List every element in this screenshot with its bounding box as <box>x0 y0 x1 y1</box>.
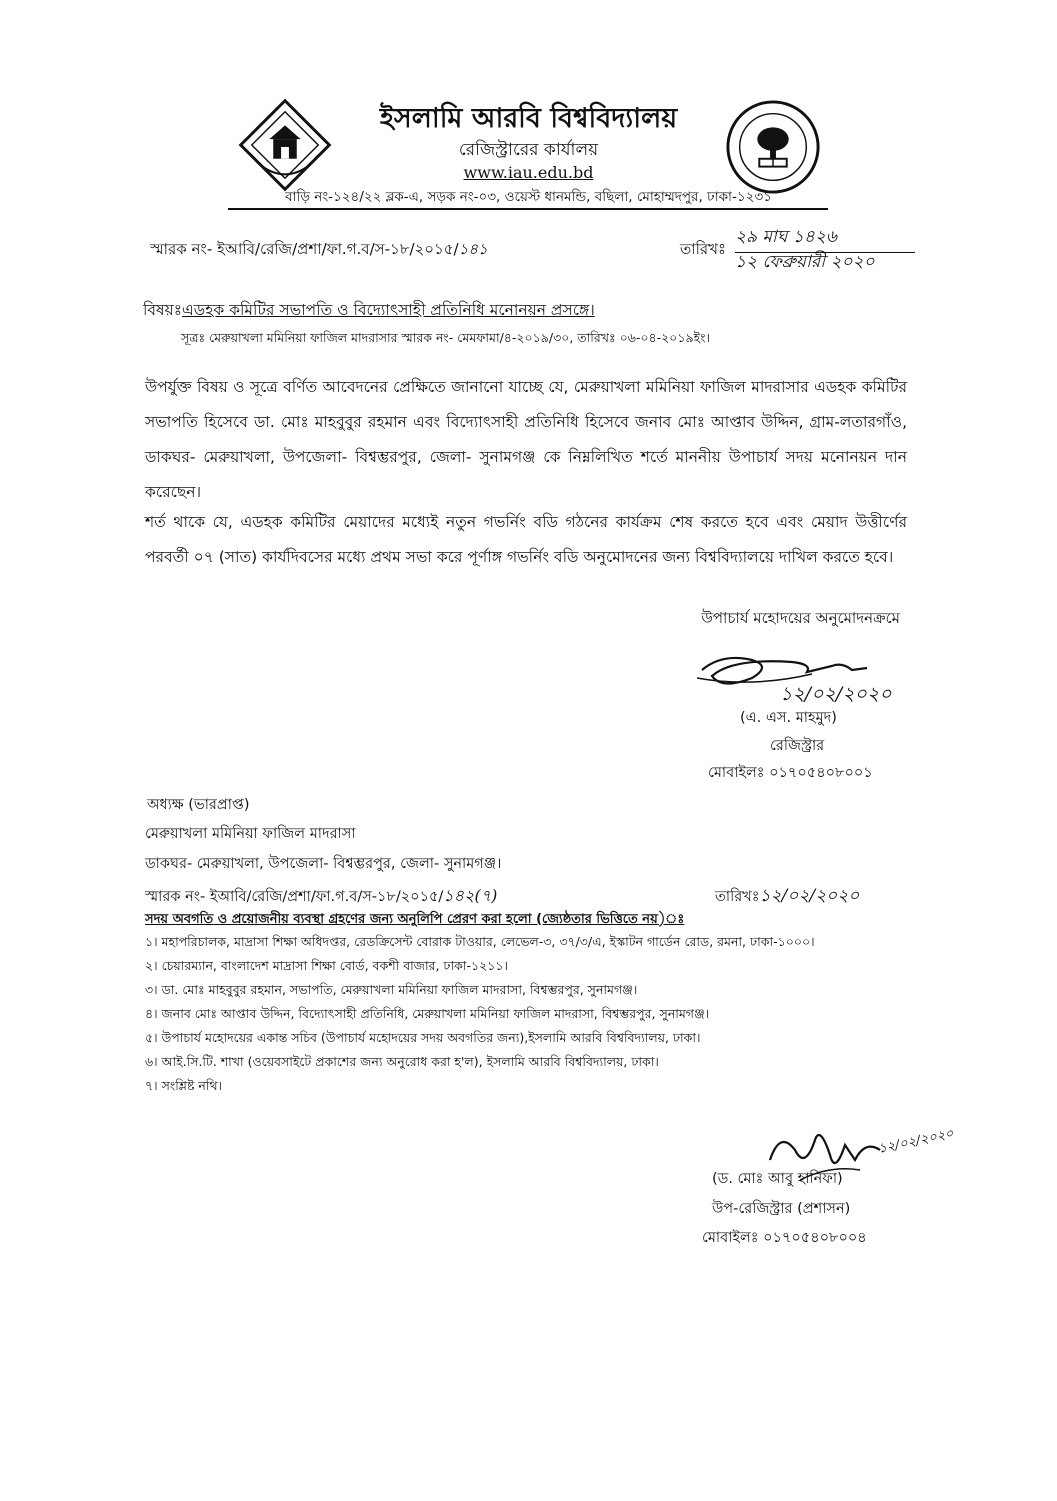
deputy-registrar-mobile: মোবাইলঃ ০১৭০৫৪০৮০০৪ <box>702 1230 867 1246</box>
subject-line <box>143 298 595 324</box>
registrar-mobile: মোবাইলঃ ০১৭০৫৪০৮০০১ <box>708 765 873 781</box>
cc-heading: সদয় অবগতি ও প্রয়োজনীয় ব্যবস্থা গ্রহণের জন্য অনুলিপি প্রেরণ করা হলো (জ্যেষ্ঠতার ভিত্তিতে নয়)ঃ <box>145 912 685 927</box>
memo-number <box>150 238 488 263</box>
body-paragraph-1: উপর্যুক্ত বিষয় ও সূত্রে বর্ণিত আবেদনের প্রেক্ষিতে জানানো যাচ্ছে যে, মেরুয়াখলা মমিনিয়া ফাজিল মাদরাসার এডহক কমিটির সভাপতি হিসেবে ডা. মোঃ মাহবুবুর রহমান এবং বিদ্যোৎসাহী প্রতিনিধি হিসেবে জনাব মোঃ আপ্তাব উদ্দিন, গ্রাম-লতারগাঁও, ডাকঘর- মেরুয়াখলা, উপজেলা- বিশ্বম্ভরপুর, জেলা- সুনামগঞ্জ কে নিম্নলিখিত শর্তে মাননীয় উপাচার্য সদয় মনোনয়ন দান করেছেন। <box>145 378 907 501</box>
memo-number-handwritten: ১৪১ <box>458 240 488 258</box>
memo-date-bangla: ২৯ মাঘ ১৪২৬ <box>735 224 915 253</box>
memo2-label: স্মারক নং- ইআবি/রেজি/প্রশা/ফা.গ.ব/স-১৮/২০১৫/ <box>145 889 444 905</box>
recipient-address: ডাকঘর- মেরুয়াখলা, উপজেলা- বিশ্বম্ভরপুর, জেলা- সুনামগঞ্জ। <box>145 856 502 872</box>
deputy-registrar-name: (ড. মোঃ আবু হানিফা) <box>712 1171 843 1187</box>
recipient-title: অধ্যক্ষ (ভারপ্রাপ্ত) <box>147 797 250 813</box>
memo2-number-handwritten: ১৪২(৭) <box>443 886 498 905</box>
subject-text: এডহক কমিটির সভাপতি ও বিদ্যোৎসাহী প্রতিনিধি মনোনয়ন প্রসঙ্গে। <box>182 301 595 319</box>
office-name: রেজিস্ট্রারের কার্যালয় <box>458 140 599 160</box>
cc-item-2: ২। চেয়ারম্যান, বাংলাদেশ মাদ্রাসা শিক্ষা বোর্ড, বকশী বাজার, ঢাকা-১২১১। <box>145 958 508 973</box>
deputy-sign-date: ১২/০২/২০২০ <box>877 1126 955 1157</box>
registrar-name: (এ. এস. মাহমুদ) <box>740 710 837 726</box>
registrar-designation: রেজিস্ট্রার <box>770 738 825 754</box>
address-line: বাড়ি নং-১২৪/২২ ব্লক-এ, সড়ক নং-০৩, ওয়েস্ট ধানমন্ডি, বছিলা, মোহাম্মদপুর, ঢাকা-১২৩১ <box>285 189 772 205</box>
cc-item-6: ৬। আই.সি.টি. শাখা (ওয়েবসাইটে প্রকাশের জন্য অনুরোধ করা হ'ল), ইসলামি আরবি বিশ্ববিদ্যালয়, ঢাকা। <box>145 1054 659 1069</box>
subject-label: বিষয়ঃ <box>143 301 183 319</box>
header-divider <box>228 208 828 210</box>
website-link[interactable]: www.iau.edu.bd <box>463 163 594 182</box>
memo2-date-label: তারিখঃ <box>715 889 760 905</box>
memo2-date <box>715 883 859 911</box>
approval-note: উপাচার্য মহোদয়ের অনুমোদনক্রমে <box>701 609 900 627</box>
cc-item-3: ৩। ডা. মোঃ মাহবুবুর রহমান, সভাপতি, মেরুয়াখলা মমিনিয়া ফাজিল মাদরাসা, বিশ্বম্ভরপুর, সুনামগঞ্জ। <box>145 982 638 997</box>
university-name: ইসলামি আরবি বিশ্ববিদ্যালয় <box>379 103 678 134</box>
cc-item-4: ৪। জনাব মোঃ আপ্তাব উদ্দিন, বিদ্যোৎসাহী প্রতিনিধি, মেরুয়াখলা মমিনিয়া ফাজিল মাদরাসা, বিশ্বম্ভরপুর, সুনামগঞ্জ। <box>145 1006 710 1021</box>
memo-date-gregorian: ১২ ফেব্রুয়ারী ২০২০ <box>735 252 875 272</box>
registrar-sign-date: ১২/০২/২০২০ <box>780 683 892 705</box>
cc-item-5: ৫। উপাচার্য মহোদয়ের একান্ত সচিব (উপাচার্য মহোদয়ের সদয় অবগতির জন্য),ইসলামি আরবি বিশ্ববিদ্যালয়, ঢাকা। <box>145 1030 701 1045</box>
cc-item-1: ১। মহাপরিচালক, মাদ্রাসা শিক্ষা অধিদপ্তর, রেডক্রিসেন্ট বোরাক টাওয়ার, লেভেল-৩, ৩৭/৩/এ, ইস্কাটন গার্ডেন রোড, রমনা, ঢাকা-১০০০। <box>145 934 815 949</box>
memo-date-label: তারিখঃ <box>680 240 726 258</box>
recipient-institution: মেরুয়াখলা মমিনিয়া ফাজিল মাদরাসা <box>145 826 356 842</box>
cc-list <box>145 934 815 1102</box>
memo2-number <box>145 883 497 910</box>
memo2-date-handwritten: ১২/০২/২০২০ <box>759 886 860 906</box>
cc-item-7: ৭। সংশ্লিষ্ট নথি। <box>145 1078 223 1093</box>
reference-line: সূত্রঃ মেরুয়াখলা মমিনিয়া ফাজিল মাদরাসার স্মারক নং- মেমফামা/৪-২০১৯/৩০, তারিখঃ ০৬-০৪-২০১৯ইং। <box>181 330 710 345</box>
deputy-registrar-designation: উপ-রেজিস্ট্রার (প্রশাসন) <box>712 1201 851 1217</box>
body-paragraph-2: শর্ত থাকে যে, এডহক কমিটির মেয়াদের মধ্যেই নতুন গভর্নিং বডি গঠনের কার্যক্রম শেষ করতে হবে এবং মেয়াদ উত্তীর্ণের পরবর্তী ০৭ (সাত) কার্যদিবসের মধ্যে প্রথম সভা করে পূর্ণাঙ্গ গভর্নিং বডি অনুমোদনের জন্য বিশ্ববিদ্যালয়ে দাখিল করতে হবে। <box>145 513 907 566</box>
memo-label: স্মারক নং- ইআবি/রেজি/প্রশা/ফা.গ.ব/স-১৮/২০১৫/ <box>150 240 459 258</box>
